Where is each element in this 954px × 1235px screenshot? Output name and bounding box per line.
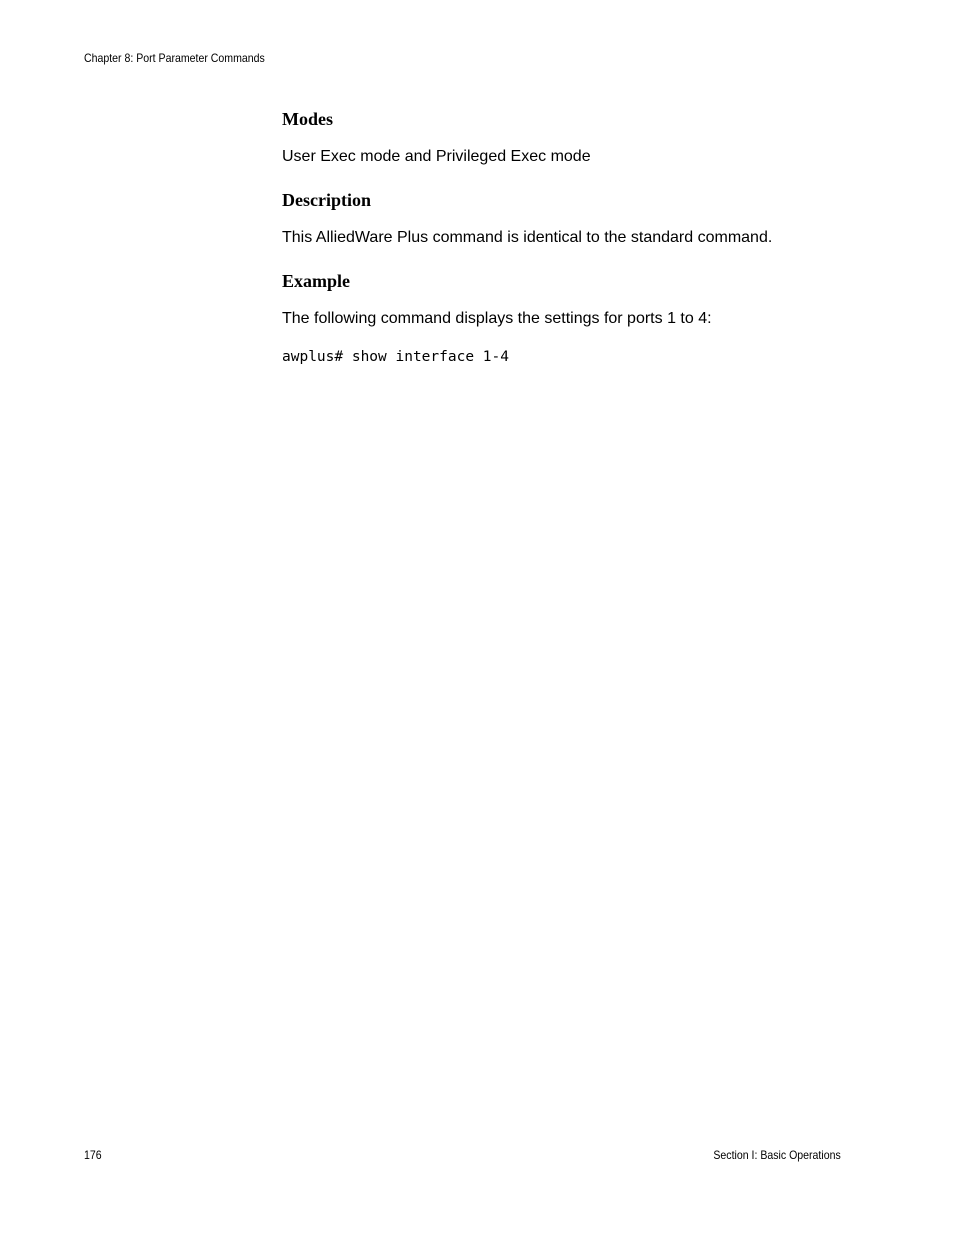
example-text: The following command displays the settings for ports 1 to 4: [282,310,712,327]
description-heading: Description [282,190,371,210]
running-header: Chapter 8: Port Parameter Commands [84,51,265,65]
modes-heading: Modes [282,109,333,129]
description-text: This AlliedWare Plus command is identical to the standard command. [282,229,773,246]
footer-section-title: Section I: Basic Operations [713,1148,841,1162]
example-code: awplus# show interface 1-4 [282,349,509,365]
example-heading: Example [282,271,351,291]
modes-text: User Exec mode and Privileged Exec mode [282,148,591,165]
page-number: 176 [84,1148,102,1162]
